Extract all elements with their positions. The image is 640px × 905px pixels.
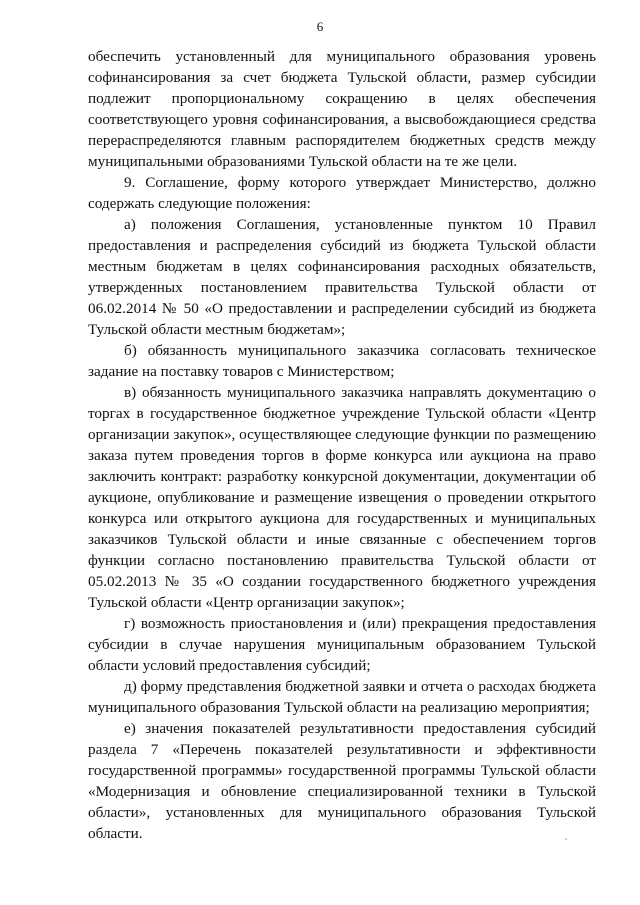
page-number: 6 [316,19,324,34]
paragraph-subitem-a: а) положения Соглашения, установленные пунктом 10 Правил предоставления и распределения субсидий из бюджета Тульской области местным бюджетам в целях софинансирования расходных обязательств, утвержденных постановлением правительства Тульской области от 06.02.2014 № 50 «О предоставлении и распределении субсидий из бюджета Тульской области местным бюджетам»; [88,216,596,338]
document-body [88,46,596,844]
paragraph-continuation: обеспечить установленный для муниципального образования уровень софинансирования за счет бюджета Тульской области, размер субсидии подлежит пропорциональному сокращению в целях обеспечения соответствующего уровня софинансирования, а высвобождающиеся средства перераспределяются главным распорядителем бюджетных средств между муниципальными образованиями Тульской области на те же цели. [88,48,596,170]
paragraph-subitem-e: е) значения показателей результативности предоставления субсидий раздела 7 «Перечень показателей результативности и эффективности государственной программы» государственной программы Тульской области «Модернизация и обновление специализированной техники в Тульской области», установленных для муниципального образования Тульской области. [88,720,596,842]
paragraph-subitem-g: г) возможность приостановления и (или) прекращения предоставления субсидии в случае нарушения муниципальным образованием Тульской области условий предоставления субсидий; [88,615,596,674]
paragraph-item-9: 9. Соглашение, форму которого утверждает Министерство, должно содержать следующие положения: [88,174,596,212]
paragraph-subitem-d: д) форму представления бюджетной заявки и отчета о расходах бюджета муниципального образования Тульской области на реализацию мероприятия; [88,678,596,716]
paragraph-subitem-b: б) обязанность муниципального заказчика согласовать техническое задание на поставку товаров с Министерством; [88,342,596,380]
paragraph-subitem-v: в) обязанность муниципального заказчика направлять документацию о торгах в государственное бюджетное учреждение Тульской области «Центр организации закупок», осуществляющее следующие функции по размещению заказа путем проведения торгов в форме конкурса или аукциона на право заключить контракт: разработку конкурсной документации, документации об аукционе, опубликование и размещение извещения о проведении открытого конкурса или открытого аукциона для государственных и муниципальных заказчиков Тульской области и иные связанные с обеспечением торгов функции согласно постановлению правительства Тульской области от 05.02.2013 № 35 «О создании государственного бюджетного учреждения Тульской области «Центр организации закупок»; [88,384,596,611]
scan-speck [565,838,567,840]
